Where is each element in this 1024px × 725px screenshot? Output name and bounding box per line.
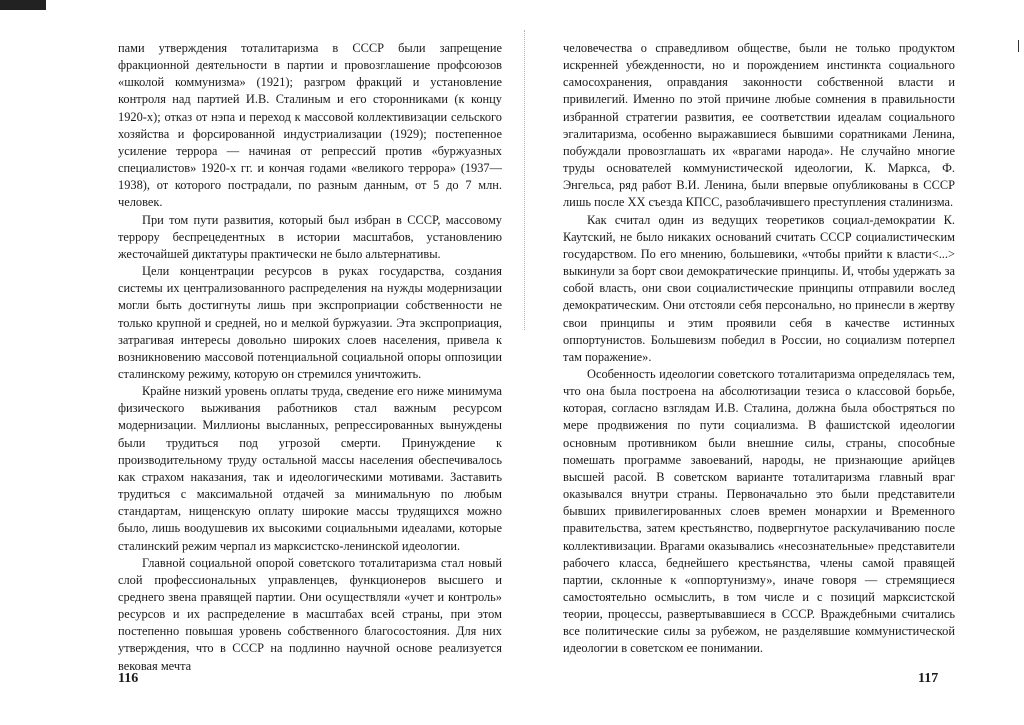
paragraph: Главной социальной опорой советского тоталитаризма стал новый слой профессиональных управленцев, функционеров высшего и среднего звена правящей партии. Они осуществляли «учет и контроль» ресурсов и их распределение в масштабах всей страны, при этом постепенно повышая уровень собственного благосостояния. Для них утверждения, что в СССР на подлинно научной основе реализуется вековая мечта xyxy=(118,555,502,673)
paragraph: Крайне низкий уровень оплаты труда, сведение его ниже минимума физического выживания работников стал важным ресурсом модернизации. Миллионы высланных, репрессированных вынуждены были трудиться под угрозой смерти. Принуждение к производительному труду остальной массы населения обеспечивалось как страхом наказания, так и идеологическими мотивами. Заставить трудиться с максимальной отдачей за минимальную по любым стандартам, нищенскую оплату широкие массы трудящихся можно было, лишь воодушевив их высокими социальными идеалами, которые сталинский режим черпал из марксистско-ленинской идеологии. xyxy=(118,384,502,553)
book-gutter xyxy=(524,30,526,330)
paragraph: При том пути развития, который был избран в СССР, массовому террору беспрецедентных в истории масштабов, установлению жесточайшей диктатуры практически не было альтернативы. xyxy=(118,212,502,261)
page-number-right: 117 xyxy=(918,671,939,686)
paragraph: Как считал один из ведущих теоретиков социал-демократии К. Каутский, не было никаких оснований считать СССР социалистическим государством. По его мнению, большевики, «чтобы прийти к власти<...> выкинули за борт свои демократические принципы. И, чтобы удержать за собой власть, они свои социалистические принципы отправили вослед демократическим. Они отстояли себя персонально, но принесли в жертву свои принципы и этим проявили себя в качестве истинных оппортунистов. Большевизм победил в России, но социализм потерпел там поражение». xyxy=(563,212,955,364)
scan-corner-mark xyxy=(0,0,46,10)
left-page-text xyxy=(118,40,502,675)
right-page-text xyxy=(563,40,955,658)
paragraph: человечества о справедливом обществе, были не только продуктом искренней убежденности, но и порождением инстинкта социального самосохранения, оправдания законности собственной власти и привилегий. Именно по этой причине любые сомнения в правильности избранной стратегии развития, ее соответствии идеалам социального эгалитаризма, особенно выражавшиеся бывшими соратниками Ленина, побуждали провозглашать их «врагами народа». Не случайно многие труды основателей коммунистической идеологии, К. Маркса, Ф. Энгельса, ряд работ В.И. Ленина, были впервые опубликованы в СССР лишь после XX съезда КПСС, разоблачившего преступления сталинизма. xyxy=(563,41,955,210)
paragraph: Цели концентрации ресурсов в руках государства, создания системы их централизованного распределения на нужды модернизации могли быть достигнуты лишь при экспроприации собственности не только крупной и средней, но и мелкой буржуазии. Эта экспроприация, затрагивая интересы довольно широких слоев населения, привела к возникновению массовой потенциальной социальной опоры оппозиции сталинскому режиму, которую он стремился уничтожить. xyxy=(118,264,502,381)
paragraph: пами утверждения тоталитаризма в СССР были запрещение фракционной деятельности в партии и провозглашение профсоюзов «школой коммунизма» (1921); разгром фракций и установление контроля над партией И.В. Сталиным и его сторонниками (к концу 1920-х); отказ от нэпа и переход к массовой коллективизации сельского хозяйства и форсированной индустриализации (1929); постепенное усиление террора — начиная от репрессий против «буржуазных специалистов» 1920-х гг. и кончая годами «великого террора» (1937—1938), от которого пострадали, по разным данным, от 5 до 7 млн. человек. xyxy=(118,41,502,210)
paragraph: Особенность идеологии советского тоталитаризма определялась тем, что она была построена на абсолютизации тезиса о классовой борьбе, которая, согласно взглядам И.В. Сталина, должна была обостряться по мере продвижения по пути социализма. В фашистской идеологии основным противником были внешние силы, страны, способные помешать программе завоеваний, народы, не признающие арийцев высшей расой. В советском варианте тоталитаризма главный враг оказывался внутри страны. Первоначально это были представители бывших привилегированных слоев времен монархии и Временного правительства, затем крестьянство, подвергнутое раскулачиванию после коллективизации. Врагами оказывались «несознательные» представители рабочего класса, беднейшего крестьянства, члены самой правящей партии, склонные к «оппортунизму», иначе говоря — стремящиеся самостоятельно осмыслить, в том числе и с позиций марксистской теории, процессы, развертывавшиеся в СССР. Враждебными считались все политические силы за рубежом, не разделявшие коммунистической идеологии в советском ее понимании. xyxy=(563,366,955,656)
scan-edge-mark xyxy=(1018,40,1019,52)
page-number-left: 116 xyxy=(118,671,139,686)
